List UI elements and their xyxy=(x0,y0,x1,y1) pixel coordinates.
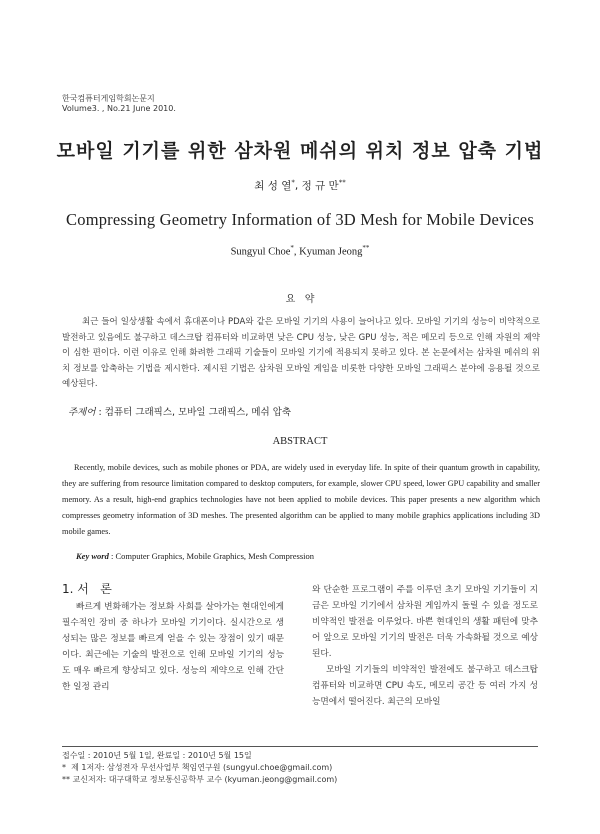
journal-header xyxy=(62,94,176,114)
abstract-english-heading: ABSTRACT xyxy=(272,436,328,447)
keywords-korean-list: 컴퓨터 그래픽스, 모바일 그래픽스, 메쉬 압축 xyxy=(104,407,292,418)
abstract-english-text: Recently, mobile devices, such as mobile phones or PDA, are widely used in everyday life. In spite of their quantum growth in capability, they are suffering from resource limitation compared to desktop computers, for example, slower CPU speed, lower GPU capability and smaller memory. As a result, high-end graphics technologies have not been applied to mobile devices. This paper presents a new algorithm which compresses geometry information of 3D meshes. The presented algorithm can be applied to many mobile graphics applications including 3D mobile games. xyxy=(62,463,540,537)
author-separator-en: , xyxy=(293,246,300,258)
author-2-mark-en: ** xyxy=(362,244,370,252)
author-1-name-en: Sungyul Choe xyxy=(230,246,291,258)
abstract-korean-heading: 요 약 xyxy=(285,294,315,305)
footnote-divider xyxy=(62,746,538,747)
keywords-korean-label: 주제어 xyxy=(68,407,96,418)
author-separator: , xyxy=(294,180,302,192)
body-column-right xyxy=(312,582,538,710)
journal-name: 한국컴퓨터게임학회논문지 xyxy=(62,94,155,103)
body-paragraph: 모바일 기기들의 비약적인 발전에도 불구하고 데스크탑 컴퓨터와 비교하면 CPU 속도, 메모리 공간 등 여러 가지 성능면에서 떨어진다. 최근의 모바일 xyxy=(312,665,538,707)
journal-volume: Volume3. , No.21 June 2010. xyxy=(62,104,176,113)
authors-english xyxy=(0,244,600,258)
section-1-heading: 1. 서 론 xyxy=(62,582,112,596)
body-paragraph: 빠르게 변화해가는 정보화 사회를 살아가는 현대인에게 필수적인 장비 중 하나가 모바일 기기이다. 실시간으로 생성되는 많은 정보를 빠르게 얻을 수 있는 장점이 있기 때문이다. 최근에는 기술의 발전으로 인해 모바일 기기의 성능도 매우 빠르게 향상되고 있다. 성능의 제약으로 인해 간단한 일정 관리 xyxy=(62,602,284,692)
paper-title-korean: 모바일 기기를 위한 삼차원 메쉬의 위치 정보 압축 기법 xyxy=(56,140,544,162)
keywords-korean: 주제어 : 컴퓨터 그래픽스, 모바일 그래픽스, 메쉬 압축 xyxy=(68,407,292,418)
footnote-first-author: * 제 1저자: 삼성전자 무선사업부 책임연구원 (sungyul.choe@gmail.com) xyxy=(62,763,333,772)
footnote-received: 접수일 : 2010년 5월 1일, 완료일 : 2010년 5월 15일 xyxy=(62,751,252,760)
abstract-korean-text: 최근 들어 일상생활 속에서 휴대폰이나 PDA와 같은 모바일 기기의 사용이 늘어나고 있다. 모바일 기기의 성능이 비약적으로 발전하고 있음에도 불구하고 데스크탑 컴퓨터와 비교하면 낮은 CPU 성능, 낮은 GPU 성능, 적은 메모리 등으로 인해 자원의 제약이 심한 편이다. 이런 이유로 인해 화려한 그래픽 기술들이 모바일 기기에 적용되지 못하고 있다. 본 논문에서는 삼차원 메쉬의 위치 정보를 압축하는 기법을 제시한다. 제시된 기법은 삼차원 모바일 게임을 비롯한 다양한 모바일 그래픽스 분야에 응용될 것으로 예상된다. xyxy=(62,317,540,390)
keywords-english-label: Key word xyxy=(76,551,109,561)
paper-title-english: Compressing Geometry Information of 3D Mesh for Mobile Devices xyxy=(66,210,534,229)
body-column-left xyxy=(62,599,284,695)
author-1-name: 최 성 열 xyxy=(254,180,292,192)
author-2-name: 정 규 만 xyxy=(301,180,339,192)
authors-korean xyxy=(0,178,600,193)
footnote-corresponding-author: ** 교신저자: 대구대학교 정보통신공학부 교수 (kyuman.jeong@gmail.com) xyxy=(62,775,338,784)
keywords-english-list: Computer Graphics, Mobile Graphics, Mesh Compression xyxy=(115,551,314,561)
keywords-english: Key word : Computer Graphics, Mobile Graphics, Mesh Compression xyxy=(76,551,314,561)
author-1-mark-en: * xyxy=(290,244,294,252)
author-2-name-en: Kyuman Jeong xyxy=(299,246,363,258)
body-paragraph: 와 단순한 프로그램이 주를 이루던 초기 모바일 기기들이 지금은 모바일 기기에서 삼차원 게임까지 돌릴 수 있을 정도로 비약적인 발전을 이루었다. 바쁜 현대인의 생활 패턴에 맞추어 앞으로 모바일 기기의 발전은 더욱 가속화될 것으로 예상된다. xyxy=(312,585,538,659)
author-1-mark: * xyxy=(291,178,295,187)
author-2-mark: ** xyxy=(338,178,346,187)
